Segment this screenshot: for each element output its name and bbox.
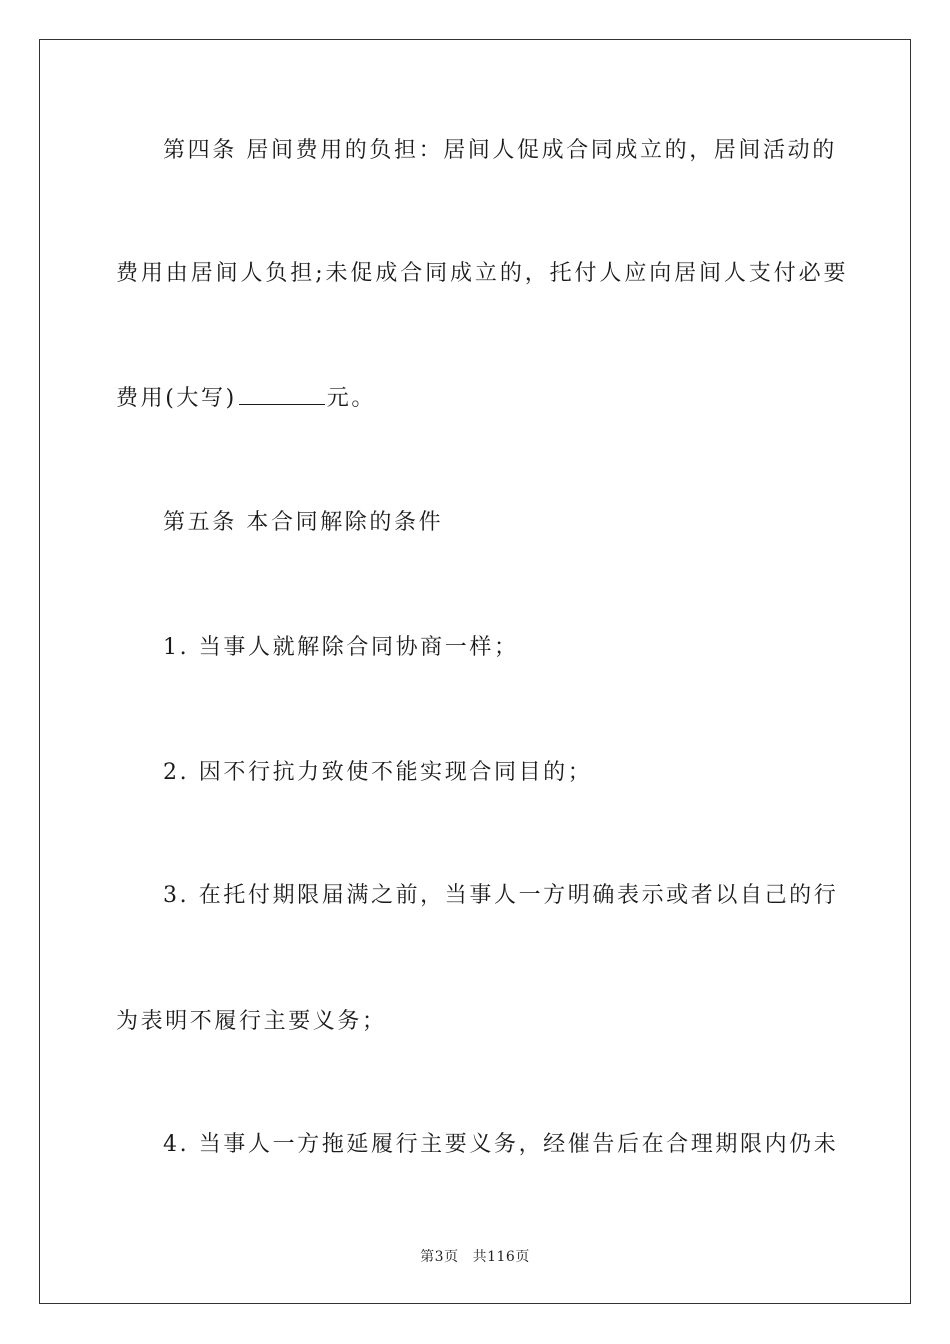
list-item-4-line-1: 4. 当事人一方拖延履行主要义务，经催告后在合理期限内仍未	[163, 1132, 839, 1157]
page-total: 共116页	[472, 1249, 530, 1265]
page-number: 第3页	[420, 1249, 459, 1265]
list-item-3-line-2: 为表明不履行主要义务；	[116, 1009, 387, 1034]
page-border	[39, 39, 911, 1304]
paragraph-article-4-line-2: 费用由居间人负担;未促成合同成立的，托付人应向居间人支付必要	[116, 261, 849, 286]
page-footer	[0, 1246, 950, 1266]
list-item-3-line-1: 3. 在托付期限届满之前，当事人一方明确表示或者以自己的行	[163, 883, 839, 908]
fee-amount-blank	[239, 384, 325, 405]
paragraph-article-4-line-3	[116, 384, 836, 414]
list-item-1: 1. 当事人就解除合同协商一样；	[163, 635, 519, 660]
fee-label: 费用(大写)	[116, 386, 237, 411]
paragraph-article-4-line-1: 第四条 居间费用的负担：居间人促成合同成立的，居间活动的	[163, 138, 837, 163]
list-item-2: 2. 因不行抗力致使不能实现合同目的；	[163, 760, 593, 785]
fee-unit: 元。	[326, 386, 376, 411]
heading-article-5: 第五条 本合同解除的条件	[163, 510, 444, 535]
